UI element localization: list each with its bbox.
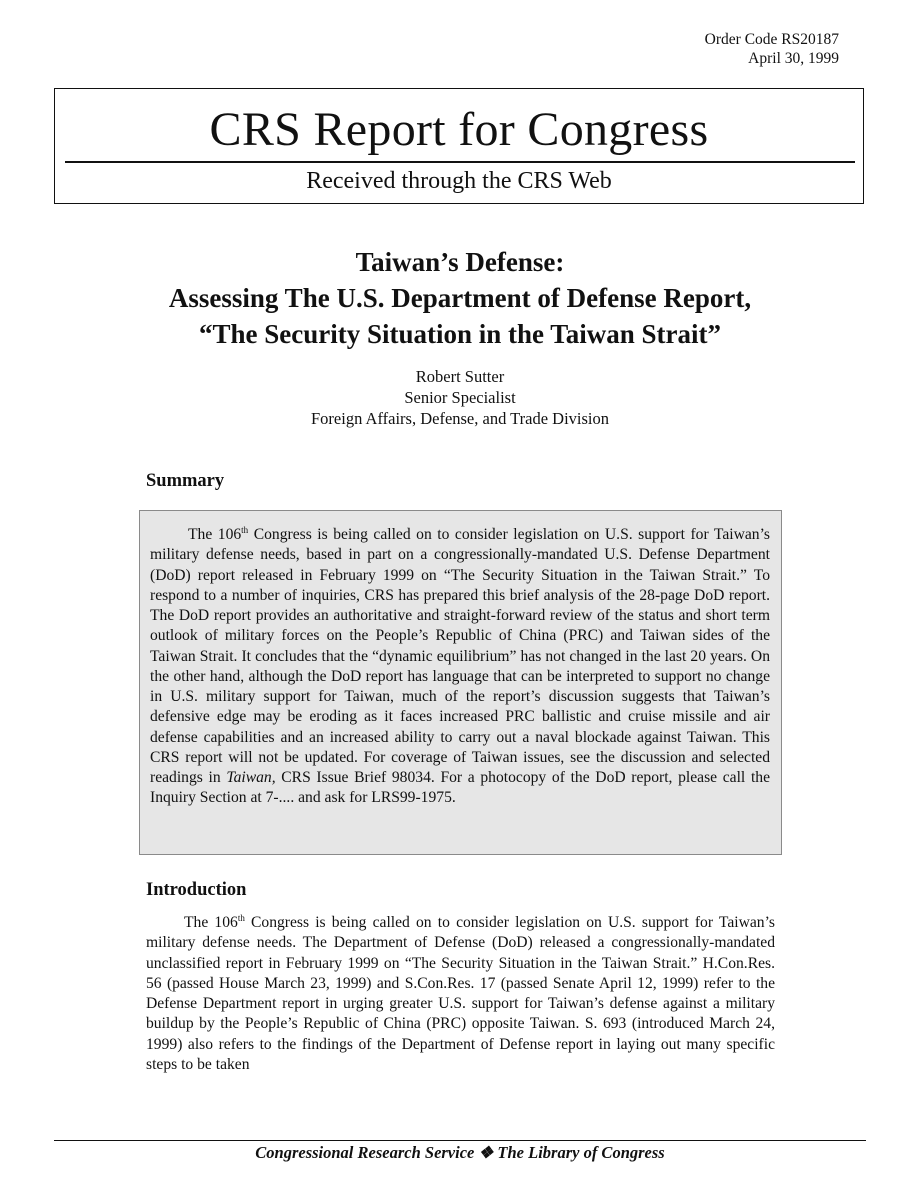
title-line-1: Taiwan’s Defense: xyxy=(355,247,565,277)
author-block xyxy=(0,366,920,429)
report-banner xyxy=(54,88,864,204)
banner-divider xyxy=(65,161,855,163)
report-date: April 30, 1999 xyxy=(748,50,839,67)
introduction-paragraph: The 106th Congress is being called on to consider legislation on U.S. support for Taiwan’s military defense needs. The Department of Defense (DoD) released a congressionally-mandated unclassified report in February 1999 on “The Security Situation in the Taiwan Strait.” H.Con.Res. 56 (passed House March 23, 1999) and S.Con.Res. 17 (passed Senate April 12, 1999) refer to the Defense Department report in urging greater U.S. support for Taiwan’s defense against a military buildup by the People’s Republic of China (PRC) opposite Taiwan. S. 693 (introduced March 24, 1999) also refers to the findings of the Department of Defense report in laying out many specific steps to be taken xyxy=(146,913,775,1073)
summary-box xyxy=(139,510,782,855)
author-division: Foreign Affairs, Defense, and Trade Division xyxy=(310,409,610,428)
footer-divider xyxy=(54,1140,866,1141)
introduction-body xyxy=(146,913,775,1075)
summary-paragraph: The 106th Congress is being called on to consider legislation on U.S. support for Taiwan’s military defense needs, based in part on a congressionally-mandated U.S. Defense Department (DoD) report released in February 1999 on “The Security Situation in the Taiwan Strait.” To respond to a number of inquiries, CRS has prepared this brief analysis of the 28-page DoD report. The DoD report provides an authoritative and straight-forward review of the status and short term outlook of military forces on the People’s Republic of China (PRC) and Taiwan sides of the Taiwan Strait. It concludes that the “dynamic equilibrium” has not changed in the last 20 years. On the other hand, although the DoD report has language that can be interpreted to support no change in U.S. military support for Taiwan, much of the report’s discussion suggests that Taiwan’s defensive edge may be eroding as it faces increased PRC ballistic and cruise missile and air defense capabilities and an increased ability to carry out a naval blockade against Taiwan. This CRS report will not be updated. For coverage of Taiwan issues, see the discussion and selected readings in Taiwan, CRS Issue Brief 98034. For a photocopy of the DoD report, please call the Inquiry Section at 7-.... and ask for LRS99-1975. xyxy=(150,525,770,807)
footer-text: Congressional Research Service ❖ The Library of Congress xyxy=(255,1143,665,1162)
banner-subtitle: Received through the CRS Web xyxy=(306,168,612,194)
order-code: Order Code RS20187 xyxy=(704,31,839,48)
author-name: Robert Sutter xyxy=(415,367,505,386)
title-line-2: Assessing The U.S. Department of Defense Report, xyxy=(168,283,752,313)
banner-title: CRS Report for Congress xyxy=(209,103,709,156)
document-title xyxy=(0,244,920,352)
introduction-heading: Introduction xyxy=(146,880,247,900)
order-code-block xyxy=(705,30,839,68)
summary-heading: Summary xyxy=(146,471,225,491)
title-line-3: “The Security Situation in the Taiwan Strait” xyxy=(198,319,722,349)
author-role: Senior Specialist xyxy=(404,388,516,407)
